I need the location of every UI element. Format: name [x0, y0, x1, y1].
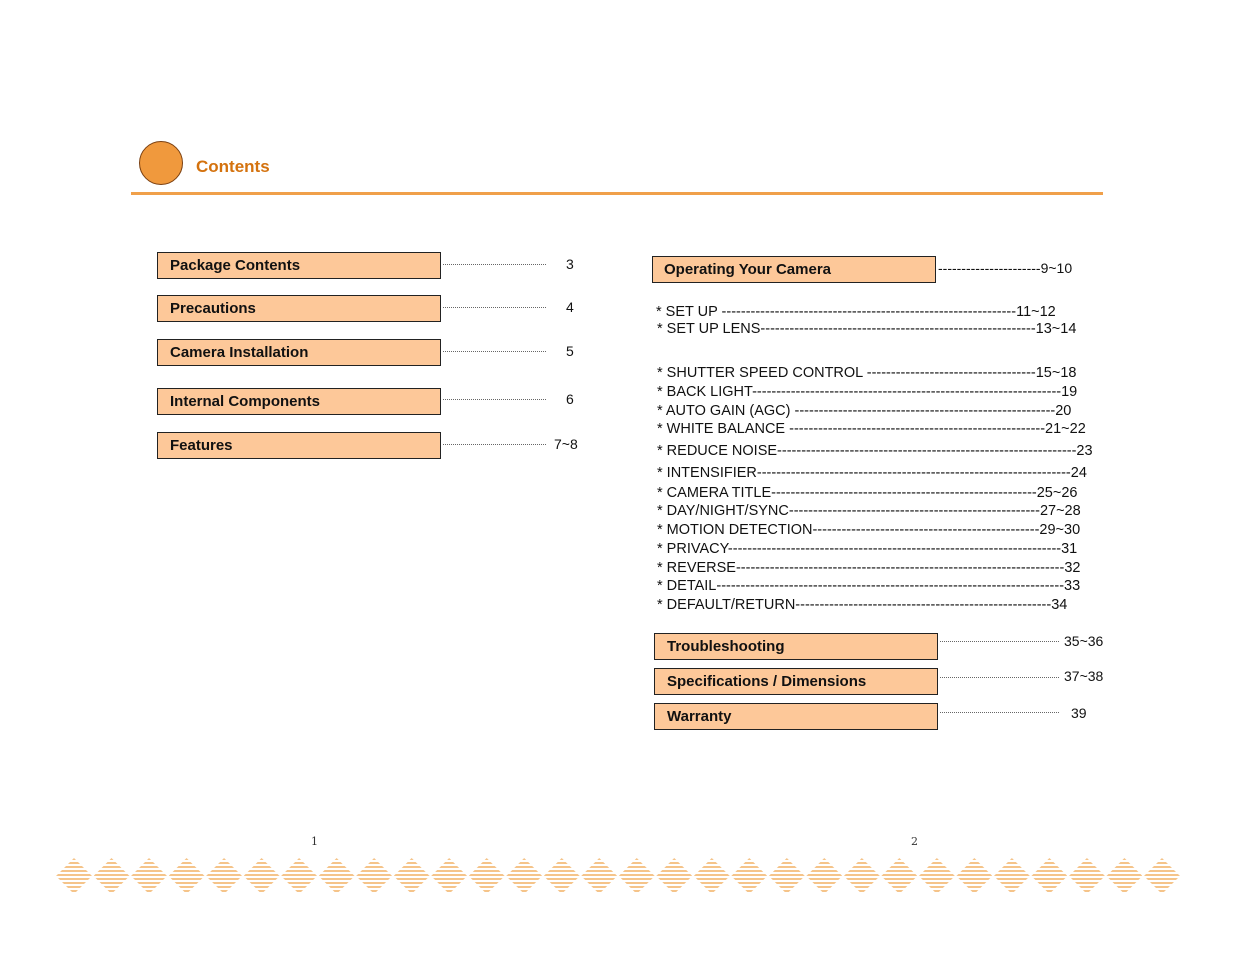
diamond-ornament-icon — [394, 858, 430, 894]
leader-dots — [940, 677, 1059, 678]
diamond-ornament-icon — [619, 858, 655, 894]
diamond-ornament-icon — [656, 858, 692, 894]
diamond-ornament-icon — [56, 858, 92, 894]
page-number: 3 — [566, 256, 574, 272]
orange-circle-icon — [139, 141, 183, 185]
toc-item-specifications-dimensions[interactable]: Specifications / Dimensions — [654, 668, 938, 695]
page-number: 7~8 — [554, 436, 578, 452]
diamond-ornament-icon — [956, 858, 992, 894]
leader-dots — [443, 399, 546, 400]
toc-entry-default-return[interactable]: * DEFAULT/RETURN-----------------------------------------------------34 — [657, 597, 1068, 613]
diamond-ornament-icon — [1144, 858, 1180, 894]
diamond-ornament-icon — [131, 858, 167, 894]
diamond-ornament-icon — [544, 858, 580, 894]
toc-entry-privacy[interactable]: * PRIVACY---------------------------------------------------------------------31 — [657, 541, 1078, 557]
page-title: Contents — [196, 157, 270, 176]
toc-entry-day-night-sync[interactable]: * DAY/NIGHT/SYNC----------------------------------------------------27~28 — [657, 503, 1081, 519]
toc-entry-back-light[interactable]: * BACK LIGHT----------------------------------------------------------------19 — [657, 384, 1078, 400]
toc-entry-motion-detection[interactable]: * MOTION DETECTION-----------------------------------------------29~30 — [657, 522, 1081, 538]
diamond-ornament-icon — [844, 858, 880, 894]
diamond-ornament-icon — [881, 858, 917, 894]
diamond-ornament-icon — [919, 858, 955, 894]
diamond-ornament-icon — [506, 858, 542, 894]
page-number: 37~38 — [1064, 668, 1104, 684]
diamond-ornament-icon — [244, 858, 280, 894]
operating-leader: ----------------------9~10 — [938, 260, 1073, 276]
diamond-ornament-icon — [1106, 858, 1142, 894]
toc-item-warranty[interactable]: Warranty — [654, 703, 938, 730]
diamond-ornament-icon — [94, 858, 130, 894]
page-number: 35~36 — [1064, 633, 1104, 649]
toc-entry-shutter-speed[interactable]: * SHUTTER SPEED CONTROL -----------------------------------15~18 — [657, 365, 1077, 381]
toc-item-package-contents[interactable]: Package Contents — [157, 252, 441, 279]
diamond-ornament-icon — [769, 858, 805, 894]
leader-dots — [443, 351, 546, 352]
toc-item-precautions[interactable]: Precautions — [157, 295, 441, 322]
diamond-ornament-icon — [356, 858, 392, 894]
leader-dots — [940, 641, 1059, 642]
footer-page-number-left: 1 — [311, 835, 318, 848]
diamond-ornament-icon — [281, 858, 317, 894]
leader-dots — [443, 307, 546, 308]
toc-entry-reduce-noise[interactable]: * REDUCE NOISE--------------------------------------------------------------23 — [657, 443, 1093, 459]
decorative-diamond-border — [56, 858, 1180, 896]
diamond-ornament-icon — [206, 858, 242, 894]
page-number: 39 — [1071, 705, 1087, 721]
header-rule — [131, 192, 1103, 195]
toc-entry-camera-title[interactable]: * CAMERA TITLE-------------------------------------------------------25~26 — [657, 485, 1078, 501]
diamond-ornament-icon — [994, 858, 1030, 894]
toc-item-camera-installation[interactable]: Camera Installation — [157, 339, 441, 366]
page-number: 5 — [566, 343, 574, 359]
toc-item-operating-your-camera[interactable]: Operating Your Camera — [652, 256, 936, 283]
toc-entry-intensifier[interactable]: * INTENSIFIER-----------------------------------------------------------------24 — [657, 465, 1087, 481]
toc-item-troubleshooting[interactable]: Troubleshooting — [654, 633, 938, 660]
toc-entry-detail[interactable]: * DETAIL------------------------------------------------------------------------33 — [657, 578, 1081, 594]
footer-page-number-right: 2 — [911, 835, 918, 848]
toc-entry-reverse[interactable]: * REVERSE--------------------------------------------------------------------32 — [657, 560, 1081, 576]
toc-entry-auto-gain[interactable]: * AUTO GAIN (AGC) ------------------------------------------------------20 — [657, 403, 1072, 419]
page-number: 4 — [566, 299, 574, 315]
leader-dots — [940, 712, 1059, 713]
toc-item-features[interactable]: Features — [157, 432, 441, 459]
leader-dots — [443, 264, 546, 265]
toc-item-internal-components[interactable]: Internal Components — [157, 388, 441, 415]
diamond-ornament-icon — [1031, 858, 1067, 894]
diamond-ornament-icon — [731, 858, 767, 894]
diamond-ornament-icon — [469, 858, 505, 894]
leader-dots — [443, 444, 546, 445]
toc-entry-set-up[interactable]: * SET UP -------------------------------------------------------------11~12 — [656, 304, 1056, 320]
diamond-ornament-icon — [1069, 858, 1105, 894]
diamond-ornament-icon — [169, 858, 205, 894]
diamond-ornament-icon — [806, 858, 842, 894]
diamond-ornament-icon — [319, 858, 355, 894]
toc-entry-set-up-lens[interactable]: * SET UP LENS---------------------------------------------------------13~14 — [657, 321, 1077, 337]
diamond-ornament-icon — [431, 858, 467, 894]
diamond-ornament-icon — [581, 858, 617, 894]
diamond-ornament-icon — [694, 858, 730, 894]
page-number: 6 — [566, 391, 574, 407]
toc-entry-white-balance[interactable]: * WHITE BALANCE -----------------------------------------------------21~22 — [657, 421, 1086, 437]
